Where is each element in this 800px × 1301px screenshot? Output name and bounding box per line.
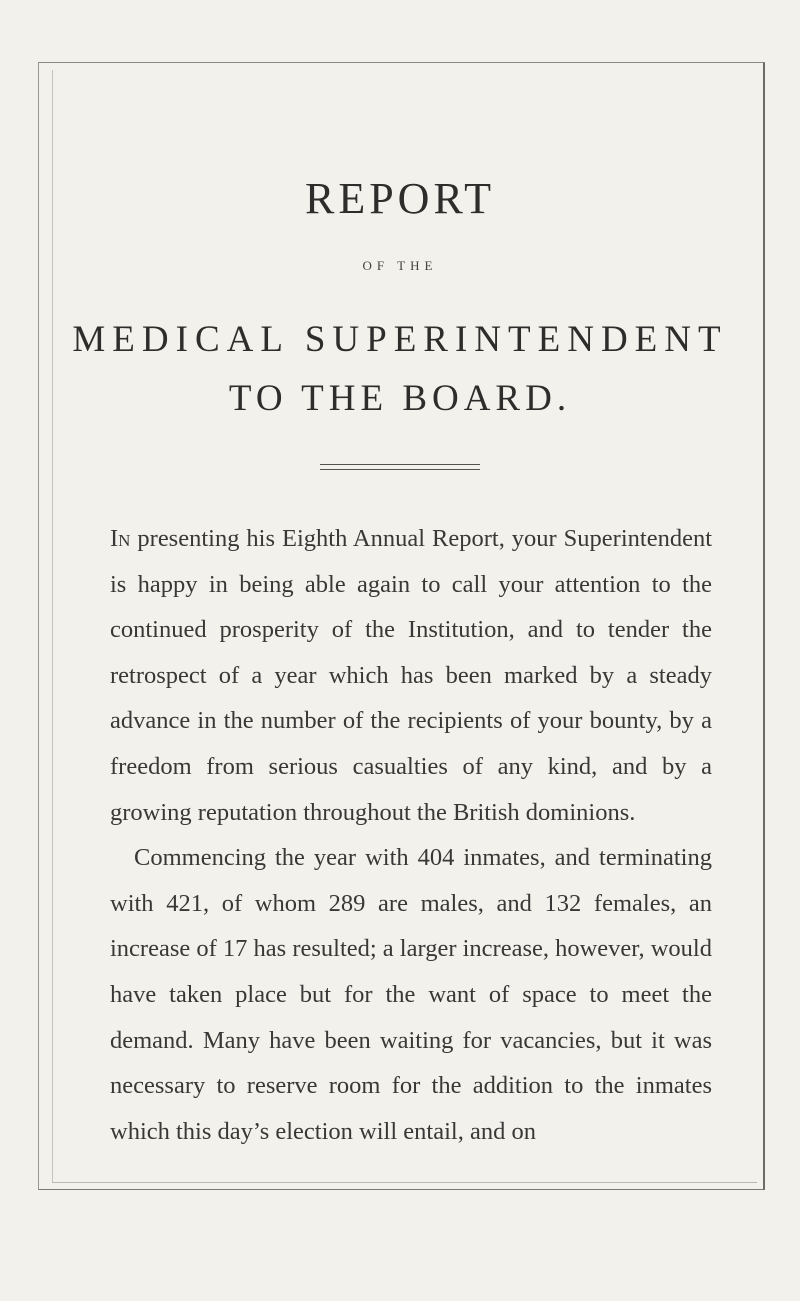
report-title: REPORT	[304, 174, 496, 223]
paragraph-1-lead: In	[110, 525, 131, 552]
report-body	[110, 516, 712, 1154]
paragraph-1	[110, 516, 712, 835]
ornamental-rule	[320, 464, 480, 470]
report-subtitle: OF THE	[362, 258, 438, 273]
paragraph-1-text: presenting his Eighth Annual Report, your Superintendent is happy in being able again to call your attention to the continued prosperity of the Institution, and to tender the retrospect of a year which has been marked by a steady advance in the number of the recipients of your bounty, by a freedom from serious casualties of any kind, and by a growing reputation throughout the British dominions.	[110, 525, 712, 826]
paragraph-2: Commencing the year with 404 inmates, and terminating with 421, of whom 289 are males, and 132 females, an increase of 17 has resulted; a larger increase, however, would have taken place but for the want of space to meet the demand. Many have been waiting for vacancies, but it was necessary to reserve room for the addition to the inmates which this day’s election will entail, and on	[110, 844, 712, 1145]
heading-line-2: TO THE BOARD.	[228, 378, 572, 419]
heading-line-1: MEDICAL SUPERINTENDENT	[72, 319, 728, 360]
